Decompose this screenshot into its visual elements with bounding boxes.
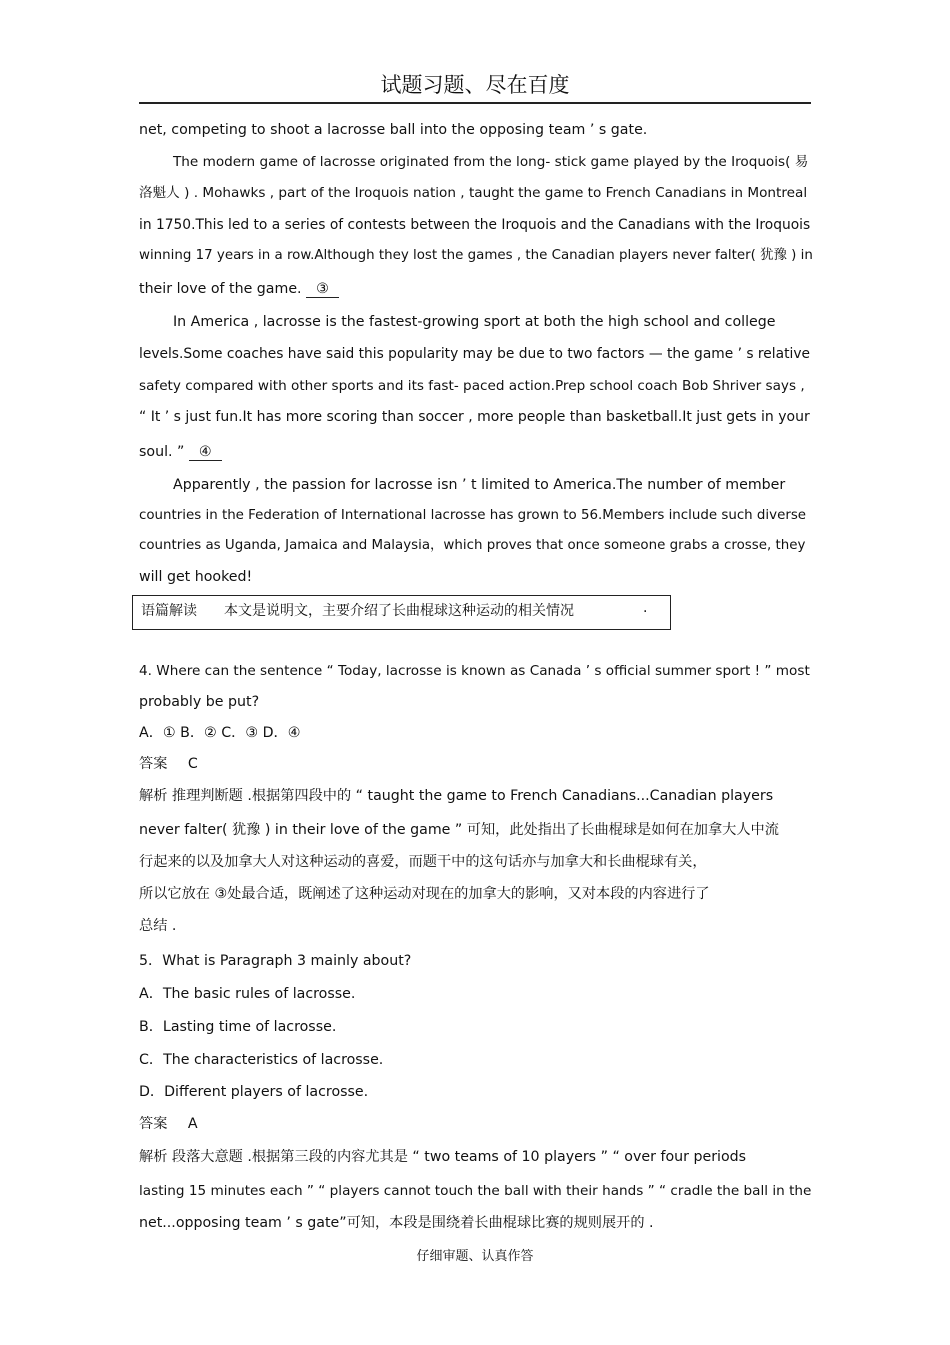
answer-line	[139, 754, 812, 774]
blank-4: ④	[189, 444, 222, 461]
reading-note-box	[132, 595, 671, 630]
explanation-line: 行起来的以及加拿大人对这种运动的喜爱，而题干中的这句话亦与加拿大和长曲棍球有关，	[139, 854, 707, 870]
explanation-line: 总结 .	[139, 918, 177, 934]
passage-line: The modern game of lacrosse originated from the long- stick game played by the Iroquois( 易	[173, 154, 809, 170]
answer-line	[139, 1114, 812, 1134]
answer-label: 答案	[139, 756, 168, 772]
passage-line: countries in the Federation of International lacrosse has grown to 56.Members include such diverse	[139, 508, 807, 523]
answer-label: 答案	[139, 1116, 168, 1132]
page-footer: 仔细审题、认真作答	[416, 1249, 534, 1264]
option-c: C．The characteristics of lacrosse.	[139, 1052, 384, 1068]
passage-line: will get hooked!	[139, 569, 253, 585]
question-options: A．① B．② C．③ D．④	[139, 725, 301, 741]
passage-line: in 1750.This led to a series of contests between the Iroquois and the Canadians with the Iroquois	[139, 217, 811, 233]
passage-line	[139, 442, 812, 462]
option-b: B．Lasting time of lacrosse.	[139, 1019, 337, 1035]
option-a: A．The basic rules of lacrosse.	[139, 986, 356, 1002]
passage-line: Apparently , the passion for lacrosse isn ’ t limited to America.The number of member	[173, 477, 786, 493]
blank-3: ③	[306, 281, 339, 298]
answer-value: A	[187, 1116, 198, 1132]
explanation-line: 解析 段落大意题 .根据第三段的内容尤其是 “ two teams of 10 players ” “ over four periods	[139, 1149, 747, 1165]
explanation-line: never falter( 犹豫 ) in their love of the game ” 可知，此处指出了长曲棍球是如何在加拿大人中流	[139, 822, 779, 838]
page-header-title: 试题习题、尽在百度	[139, 70, 811, 104]
reading-note-text: 本文是说明文，主要介绍了长曲棍球这种运动的相关情况	[224, 603, 574, 619]
question-stem: 5．What is Paragraph 3 mainly about?	[139, 953, 412, 969]
passage-line: “ It ’ s just fun.It has more scoring than soccer , more people than basketball.It just gets in your	[139, 409, 810, 425]
passage-text: soul. ”	[139, 444, 185, 460]
passage-line: net, competing to shoot a lacrosse ball into the opposing team ’ s gate.	[139, 122, 648, 138]
question-stem: 4. Where can the sentence “ Today, lacrosse is known as Canada ’ s official summer sport ! ” most	[139, 663, 810, 679]
passage-line: countries as Uganda, Jamaica and Malaysia，which proves that once someone grabs a crosse, they	[139, 538, 806, 553]
option-d: D．Different players of lacrosse.	[139, 1084, 369, 1100]
passage-line: safety compared with other sports and its fast- paced action.Prep school coach Bob Shriver says ,	[139, 378, 805, 394]
passage-line	[139, 279, 812, 299]
passage-line: winning 17 years in a row.Although they lost the games , the Canadian players never falter( 犹豫 ) in	[139, 248, 813, 263]
passage-line: 洛魁人 ) . Mohawks , part of the Iroquois nation , taught the game to French Canadians in Montreal	[139, 185, 808, 201]
explanation-line: net...opposing team ’ s gate”可知，本段是围绕着长曲棍球比赛的规则展开的 .	[139, 1215, 654, 1231]
question-stem: probably be put?	[139, 694, 260, 710]
answer-value: C	[187, 756, 198, 772]
explanation-line: lasting 15 minutes each ” “ players cannot touch the ball with their hands ” “ cradle the ball in the	[139, 1183, 812, 1199]
explanation-line: 解析 推理判断题 .根据第四段中的 “ taught the game to French Canadians...Canadian players	[139, 788, 774, 804]
passage-line: levels.Some coaches have said this popularity may be due to two factors — the game ’ s relative	[139, 346, 810, 362]
explanation-line: 所以它放在 ③处最合适，既阐述了这种运动对现在的加拿大的影响，又对本段的内容进行了	[139, 886, 710, 902]
reading-note-end: .	[643, 600, 648, 616]
passage-text: their love of the game.	[139, 281, 302, 297]
reading-note-label: 语篇解读	[141, 603, 197, 619]
passage-line: In America , lacrosse is the fastest-growing sport at both the high school and college	[173, 314, 776, 330]
